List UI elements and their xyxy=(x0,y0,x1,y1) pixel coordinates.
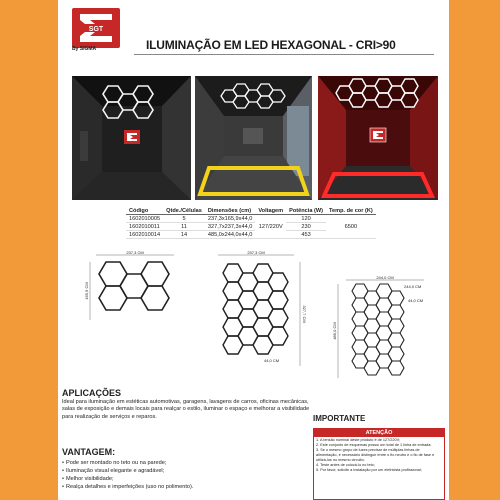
vantagem-heading: VANTAGEM: xyxy=(62,447,116,457)
cell-qtde: 5 xyxy=(163,215,205,223)
list-item: • Realça detalhes e imperfeições (uso no polimento). xyxy=(62,483,193,491)
cell-potencia: 230 xyxy=(286,223,326,231)
spec-table xyxy=(126,207,376,239)
diagram3-inner-label-1: 244,0 CM xyxy=(404,284,422,289)
cell-dim: 485,0x244,0x44,0 xyxy=(205,231,255,239)
diagram2-width-label: 237,3 CM xyxy=(247,250,265,255)
list-item: 3. Se o mesmo grupo de luzes precisar de múltiplas linhas de alimentação, é necessário distinguir entre o fio neutro e o fio de fase e utilizá-los no mesmo circuito. xyxy=(316,448,435,462)
cell-qtde: 11 xyxy=(163,223,205,231)
cell-potencia: 120 xyxy=(286,215,326,223)
cell-codigo: 1602010005 xyxy=(126,215,163,223)
title-divider xyxy=(134,54,434,55)
cell-temp: 6500 xyxy=(326,215,376,239)
diagram3-inner-label-2: 44,0 CM xyxy=(408,298,424,303)
cell-dim: 327,7x237,3x44,0 xyxy=(205,223,255,231)
hexagon-diagram-11-cells xyxy=(206,250,306,375)
header-codigo: Código xyxy=(126,207,163,215)
header-dimensoes: Dimensões (cm) xyxy=(205,207,255,215)
diagram3-width-label: 244,0 CM xyxy=(376,275,394,280)
cell-codigo: 1602010011 xyxy=(126,223,163,231)
cell-potencia: 453 xyxy=(286,231,326,239)
diagram2-height-label: 327,7 CM xyxy=(302,305,307,323)
page-title: ILUMINAÇÃO EM LED HEXAGONAL - CRI>90 xyxy=(146,38,396,52)
list-item: 5. Por favor, solicite a instalação por um eletricista profissional; xyxy=(316,468,422,472)
logo-by-line: By SIGMA xyxy=(72,46,97,52)
diagram3-height-label: 485,0 CM xyxy=(332,322,337,340)
list-item: 4. Teste antes de colocá-lo no teto; xyxy=(316,463,375,467)
list-item: 1. A tensão nominal deste produto é de 127/220V; xyxy=(316,438,401,442)
list-item: • Melhor visibilidade; xyxy=(62,475,193,483)
atencao-box xyxy=(313,428,445,500)
logo-brand: SGT xyxy=(88,26,104,33)
cell-voltagem: 127/220V xyxy=(255,215,286,239)
cell-codigo: 1602010014 xyxy=(126,231,163,239)
garage-photo-2 xyxy=(195,76,312,200)
garage-photo-3 xyxy=(318,76,438,200)
cell-dim: 237,3x165,9x44,0 xyxy=(205,215,255,223)
list-item: • Iluminação visual elegante e agradável; xyxy=(62,467,193,475)
table-row xyxy=(126,215,376,223)
atencao-list xyxy=(314,437,444,474)
vantagem-list xyxy=(62,459,193,491)
spec-table-header xyxy=(126,207,376,215)
diagram1-height-label: 165,9 CM xyxy=(84,282,89,300)
cell-qtde: 14 xyxy=(163,231,205,239)
importante-heading: IMPORTANTE xyxy=(313,414,366,423)
diagram1-width-label: 237,3 CM xyxy=(126,250,144,255)
list-item: • Pode ser montado no teto ou na parede; xyxy=(62,459,193,467)
header-temp: Temp. de cor (K) xyxy=(326,207,376,215)
hexagon-diagram-14-cells xyxy=(326,276,446,382)
product-sheet xyxy=(58,0,449,500)
aplicacoes-text: Ideal para iluminação em estéticas automotivas, garagens, lavagens de carros, oficinas mecânicas, salas de exposição e demais locais para realçar o estilo, iluminar o espaço e melhorar a visibilidade para realização de serviços e reparos. xyxy=(62,399,310,420)
header-qtde: Qtde./Células xyxy=(163,207,205,215)
garage-photo-1 xyxy=(72,76,191,200)
hexagon-diagram-5-cells xyxy=(76,250,186,325)
aplicacoes-heading: APLICAÇÕES xyxy=(62,388,122,398)
header-potencia: Potência (W) xyxy=(286,207,326,215)
list-item: 2. Este conjunto de esquemas possui um total de 1 linha de entrada; xyxy=(316,443,432,447)
header-voltagem: Voltagem xyxy=(255,207,286,215)
diagram2-cell-label: 44,0 CM xyxy=(264,358,280,363)
atencao-heading: ATENÇÃO xyxy=(314,429,444,437)
